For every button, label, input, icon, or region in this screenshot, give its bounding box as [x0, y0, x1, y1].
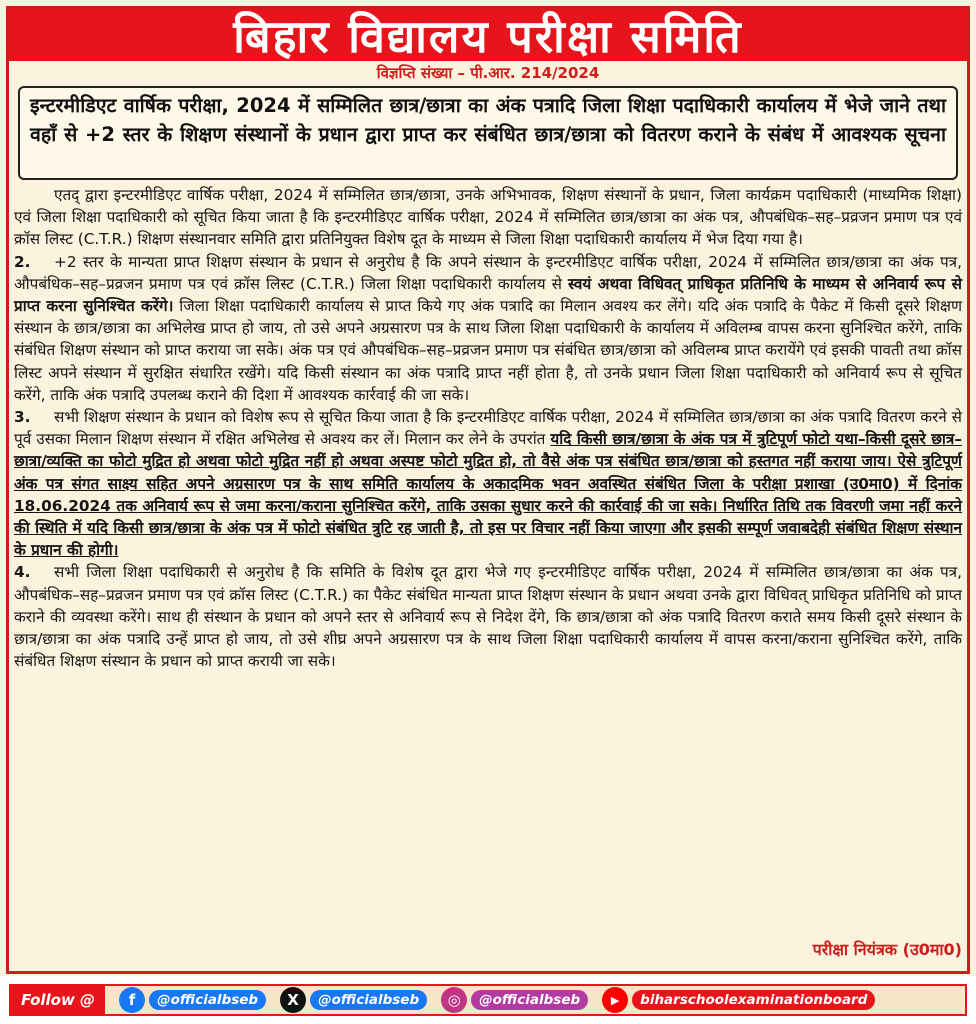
paragraph-2-text-c: जिला शिक्षा पदाधिकारी कार्यालय से प्राप्त किये गए अंक पत्रादि का मिलान अवश्य कर लेंगे। यदि अंक पत्रादि के पैकेट में किसी दूसरे शिक्षण संस्थान के छात्र/छात्रा का अभिलेख प्राप्त हो जाय, तो उसे अपने अग्रसारण पत्र के साथ जिला शिक्षा पदाधिकारी के कार्यालय में अविलम्ब वापस करना सुनिश्चित करेंगे, ताकि संबंधित शिक्षण संस्थान को प्राप्त कराया जा सके। अंक पत्र एवं औपबंधिक–सह–प्रव्रजन प्रमाण पत्र संबंधित छात्र/छात्रा को अविलम्ब प्राप्त करायेंगे एवं इसकी पावती तथा क्रॉस लिस्ट अपने संस्थान में सुरक्षित संधारित रखेंगे। यदि किसी संस्थान का अंक पत्रादि प्राप्त नहीं होता है, तो उनके प्रधान जिला शिक्षा पदाधिकारी को अनिवार्य रूप से सूचित करेंगे, ताकि अंक पत्रादि उपलब्ध कराने की दिशा में आवश्यक कार्रवाई की जा सके।: [14, 297, 962, 404]
header-banner: [9, 9, 967, 61]
x-link[interactable]: [280, 987, 427, 1013]
board-title: बिहार विद्यालय परीक्षा समिति: [233, 9, 743, 63]
youtube-handle: biharschoolexaminationboard: [632, 990, 875, 1010]
subject-box: [18, 86, 958, 180]
instagram-handle: @officialbseb: [471, 990, 588, 1010]
facebook-link[interactable]: [119, 987, 266, 1013]
paragraph-2: [14, 251, 962, 406]
paragraph-1: [14, 184, 962, 251]
facebook-icon: f: [119, 987, 145, 1013]
paragraph-3-text-a: सभी शिक्षण संस्थान के प्रधान को विशेष रूप से सूचित किया जाता है कि इन्टरमीडिएट वार्षिक परीक्षा, 2024 में सम्मिलित छात्र/छात्रा का अंक पत्रादि वितरण करने से पूर्व उसका मिलान शिक्षण संस्थान में रक्षित अभिलेख से अवश्य कर लें। मिलान कर लेने के उपरांत: [14, 408, 962, 449]
subject-text: इन्टरमीडिएट वार्षिक परीक्षा, 2024 में सम्मिलित छात्र/छात्रा का अंक पत्रादि जिला शिक्षा पदाधिकारी कार्यालय में भेजे जाने तथा वहाँ से +2 स्तर के शिक्षण संस्थानों के प्रधान द्वारा प्राप्त कर संबंधित छात्र/छात्रा को वितरण कराने के संबंध में आवश्यक सूचना: [30, 94, 946, 146]
notice-number: विज्ञप्ति संख्या – पी.आर. 214/2024: [376, 64, 600, 82]
youtube-link[interactable]: [602, 987, 875, 1013]
x-handle: @officialbseb: [310, 990, 427, 1010]
paragraph-4: [14, 561, 962, 672]
paragraph-4-number: 4.: [14, 563, 31, 582]
paragraph-1-text: एतद् द्वारा इन्टरमीडिएट वार्षिक परीक्षा, 2024 में सम्मिलित छात्र/छात्रा, उनके अभिभावक, शिक्षण संस्थानों के प्रधान, जिला कार्यक्रम पदाधिकारी (माध्यमिक शिक्षा) एवं जिला शिक्षा पदाधिकारी को सूचित किया जाता है कि इन्टरमीडिएट वार्षिक परीक्षा, 2024 में सम्मिलित छात्र/छात्रा का अंक पत्र, औपबंधिक–सह–प्रव्रजन प्रमाण पत्र एवं क्रॉस लिस्ट (C.T.R.) शिक्षण संस्थानवार समिति द्वारा प्रतिनियुक्त विशेष दूत के माध्यम से जिला शिक्षा पदाधिकारी कार्यालय में भेज दिया गया है।: [14, 186, 962, 249]
paragraph-2-text-a: +2 स्तर के मान्यता प्राप्त शिक्षण संस्थान के प्रधान से अनुरोध है कि अपने संस्थान के इन्टरमीडिएट वार्षिक परीक्षा, 2024 में सम्मिलित छात्र/छात्रा का अंक पत्र, औपबंधिक–सह–प्रव्रजन प्रमाण पत्र एवं क्रॉस लिस्ट (C.T.R.) जिला शिक्षा पदाधिकारी कार्यालय से: [14, 252, 962, 293]
follow-bar: [9, 984, 967, 1016]
paragraph-3: [14, 406, 962, 561]
social-footer: [0, 976, 976, 1024]
youtube-icon: ▶: [602, 987, 628, 1013]
x-icon: X: [280, 987, 306, 1013]
follow-label: Follow @: [11, 986, 105, 1014]
paragraph-3-number: 3.: [14, 408, 31, 427]
paragraph-3-bold-underlined: यदि किसी छात्र/छात्रा के अंक पत्र में त्रुटिपूर्ण फोटो यथा–किसी दूसरे छात्र–छात्रा/व्यक्ति का फोटो मुद्रित हो अथवा फोटो मुद्रित नहीं हो अथवा अस्पष्ट फोटो मुद्रित हो, तो वैसे अंक पत्र संबंधित छात्र/छात्रा को हस्तगत नहीं कराया जाय। ऐसे त्रुटिपूर्ण अंक पत्र संगत साक्ष्य सहित अपने अग्रसारण पत्र के साथ समिति कार्यालय के अकादमिक भवन अवस्थित संबंधित जिला के परीक्षा प्रशाखा (उ0मा0) में दिनांक 18.06.2024 तक अनिवार्य रूप से जमा करना/कराना सुनिश्चित करेंगे, ताकि उसका सुधार करने की कार्रवाई की जा सके। निर्धारित तिथि तक विवरणी जमा नहीं करने की स्थिति में यदि किसी छात्र/छात्रा के अंक पत्र में फोटो संबंधित त्रुटि रह जाती है, तो इस पर विचार नहीं किया जाएगा और इसकी सम्पूर्ण जवाबदेही संबंधित शिक्षण संस्थान के प्रधान की होगी।: [14, 430, 962, 560]
paragraph-2-number: 2.: [14, 252, 31, 271]
paragraph-4-text: सभी जिला शिक्षा पदाधिकारी से अनुरोध है कि समिति के विशेष दूत द्वारा भेजे गए इन्टरमीडिएट वार्षिक परीक्षा, 2024 में सम्मिलित छात्र/छात्रा का अंक पत्र, औपबंधिक–सह–प्रव्रजन प्रमाण पत्र एवं क्रॉस लिस्ट (C.T.R.) का पैकेट संबंधित मान्यता प्राप्त शिक्षण संस्थान के प्रधान अथवा उनके द्वारा विधिवत् प्राधिकृत प्रतिनिधि को प्राप्त कराने की व्यवस्था करेंगे। साथ ही संस्थान के प्रधान को अपने स्तर से अनिवार्य रूप से निदेश देंगे, कि छात्र/छात्रा को अंक पत्रादि वितरण कराते समय किसी दूसरे संस्थान के छात्र/छात्रा का अंक पत्रादि उन्हें प्राप्त हो जाय, तो उसे शीघ्र अपने अग्रसारण पत्र के साथ जिला शिक्षा पदाधिकारी कार्यालय में वापस करना/कराना सुनिश्चित करेंगे, ताकि संबंधित शिक्षण संस्थान के प्रधान को प्राप्त करायी जा सके।: [14, 563, 962, 671]
signature-controller: परीक्षा नियंत्रक (उ0मा0): [812, 940, 962, 959]
facebook-handle: @officialbseb: [149, 990, 266, 1010]
instagram-icon: ◎: [441, 987, 467, 1013]
notice-body: [14, 184, 962, 672]
instagram-link[interactable]: [441, 987, 588, 1013]
paragraph-2-bold: स्वयं अथवा विधिवत् प्राधिकृत प्रतिनिधि के माध्यम से अनिवार्य रूप से प्राप्त करना सुनिश्चित करेंगे।: [14, 274, 962, 316]
